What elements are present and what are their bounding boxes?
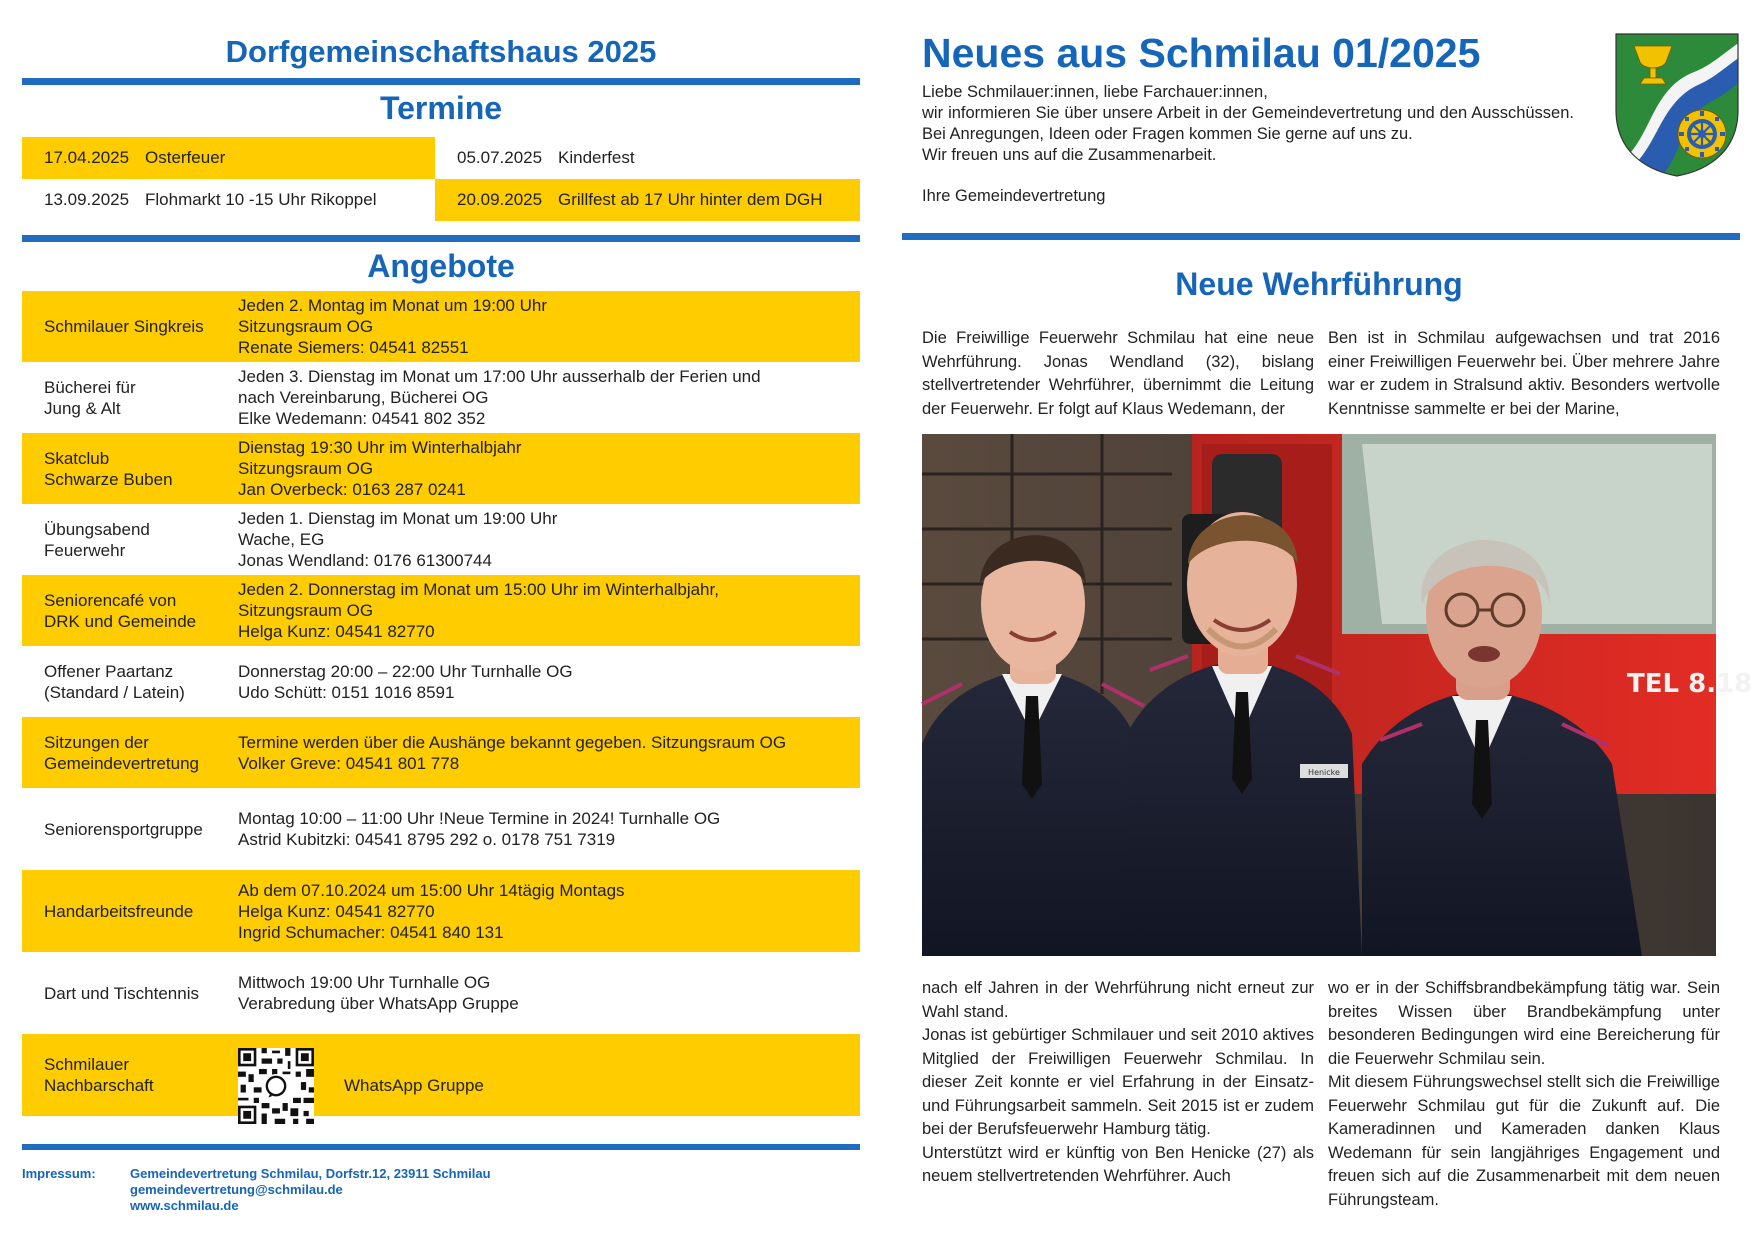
angebot-name: Seniorensportgruppe — [44, 819, 203, 839]
impressum-address: Gemeindevertretung Schmilau, Dorfstr.12, 23911 Schmilau — [130, 1166, 491, 1181]
angebot-name: Skatclub Schwarze Buben — [44, 448, 173, 489]
angebot-row — [22, 952, 860, 1034]
angebot-row — [22, 575, 860, 646]
article-col2-bottom — [1328, 977, 1720, 1212]
intro-text — [922, 82, 1574, 166]
angebot-detail: Mittwoch 19:00 Uhr Turnhalle OG Verabredung über WhatsApp Gruppe — [238, 973, 519, 1013]
angebot-name: Schmilauer Singkreis — [44, 317, 204, 336]
article-text: Mit diesem Führungswechsel stellt sich die Freiwillige Feuerwehr Schmilau gut für die Zukunft auf. Die Kameradinnen und Kameraden danken Klaus Wedemann für sein langjähriges Engagement und freuen sich auf die Zusammenarbeit mit dem neuen Führungsteam. — [1328, 1073, 1720, 1209]
intro-closing: Wir freuen uns auf die Zusammenarbeit. — [922, 146, 1217, 164]
angebot-row — [22, 717, 860, 788]
angebot-name: Seniorencafé von DRK und Gemeinde — [44, 590, 197, 631]
article-title: Neue Wehrführung — [1175, 266, 1463, 302]
angebot-row — [22, 646, 860, 717]
angebot-row — [22, 788, 860, 870]
angebot-detail: Jeden 2. Donnerstag im Monat um 15:00 Uhr im Winterhalbjahr, Sitzungsraum OG Helga Kunz: 04541 82770 — [238, 580, 719, 641]
angebot-row — [22, 870, 860, 952]
angebot-detail: Jeden 3. Dienstag im Monat um 17:00 Uhr ausserhalb der Ferien und nach Vereinbarung, Bücherei OG Elke Wedemann: 04541 802 352 — [238, 367, 761, 428]
angebot-row — [22, 1034, 860, 1116]
angebot-name: Bücherei für Jung & Alt — [44, 377, 136, 418]
termin-event: Flohmarkt 10 -15 Uhr Rikoppel — [145, 190, 377, 209]
termin-event: Osterfeuer — [145, 148, 226, 167]
angebote-table — [22, 291, 860, 1116]
angebot-row — [22, 504, 860, 575]
termin-item — [22, 179, 435, 221]
intro-paragraph: wir informieren Sie über unsere Arbeit in der Gemeindevertretung und den Ausschüssen. Bei Anregungen, Ideen oder Fragen kommen Sie gerne auf uns zu. — [922, 104, 1574, 143]
angebot-detail — [238, 1026, 860, 1125]
angebot-name: Offener Paartanz (Standard / Latein) — [44, 661, 185, 702]
angebot-detail: Jeden 2. Montag im Monat um 19:00 Uhr Sitzungsraum OG Renate Siemers: 04541 82551 — [238, 296, 547, 357]
firefighters-photo — [922, 434, 1753, 956]
termin-date: 13.09.2025 — [44, 190, 130, 209]
article-col1-top — [922, 327, 1314, 421]
divider — [902, 233, 1740, 240]
angebot-name: Schmilauer Nachbarschaft — [44, 1055, 154, 1095]
impressum-email[interactable]: gemeindevertretung@schmilau.de — [130, 1182, 343, 1197]
termin-date: 20.09.2025 — [457, 190, 543, 209]
termin-event: Grillfest ab 17 Uhr hinter dem DGH — [558, 190, 823, 209]
divider — [22, 235, 860, 242]
angebot-row — [22, 433, 860, 504]
angebote-title: Angebote — [367, 248, 515, 284]
angebot-name: Dart und Tischtennis — [44, 983, 199, 1003]
impressum-website[interactable]: www.schmilau.de — [130, 1198, 239, 1213]
page-title-left: Dorfgemeinschaftshaus 2025 — [225, 34, 657, 69]
article-col1-bottom — [922, 977, 1314, 1189]
angebot-detail: Ab dem 07.10.2024 um 15:00 Uhr 14tägig Montags Helga Kunz: 04541 82770 Ingrid Schumacher: 04541 840 131 — [238, 880, 625, 942]
angebot-detail: Dienstag 19:30 Uhr im Winterhalbjahr Sitzungsraum OG Jan Overbeck: 0163 287 0241 — [238, 438, 522, 499]
article-text: Die Freiwillige Feuerwehr Schmilau hat eine neue Wehrführung. Jonas Wendland (32), bislang stellvertretender Wehrführer, übernimmt die Leitung der Feuerwehr. Er folgt auf Klaus Wedemann, der — [922, 329, 1314, 418]
divider — [22, 78, 860, 85]
termin-item — [435, 179, 860, 221]
angebot-detail: Donnerstag 20:00 – 22:00 Uhr Turnhalle OG Udo Schütt: 0151 1016 8591 — [238, 661, 573, 702]
article-col2-top — [1328, 327, 1720, 421]
termin-item — [22, 137, 435, 179]
angebot-detail: Montag 10:00 – 11:00 Uhr !Neue Termine in 2024! Turnhalle OG Astrid Kubitzki: 04541 8795 292 o. 0178 751 7319 — [238, 809, 721, 849]
name-tag-text: Henicke — [1308, 768, 1340, 777]
signature: Ihre Gemeindevertretung — [922, 187, 1106, 205]
qr-code-icon[interactable] — [238, 1047, 314, 1125]
angebot-detail: Termine werden über die Aushänge bekannt gegeben. Sitzungsraum OG Volker Greve: 04541 801 778 — [238, 732, 787, 773]
angebot-row — [22, 362, 860, 433]
truck-label: TEL 8.18 — [1627, 669, 1753, 699]
article-text: nach elf Jahren in der Wehrführung nicht erneut zur Wahl stand. — [922, 979, 1314, 1021]
termin-event: Kinderfest — [558, 148, 635, 167]
article-text: Ben ist in Schmilau aufgewachsen und trat 2016 einer Freiwilligen Feuerwehr bei. Über mehrere Jahre war er zudem in Stralsund aktiv. Besonders wertvolle Kenntnisse sammelte er bei der Marine, — [1328, 329, 1720, 418]
angebot-name: Übungsabend Feuerwehr — [44, 519, 150, 560]
angebot-name: Sitzungen der Gemeindevertretung — [44, 732, 199, 773]
whatsapp-group-label: WhatsApp Gruppe — [344, 1076, 484, 1095]
termine-table — [22, 137, 860, 221]
termine-title: Termine — [379, 90, 503, 126]
termin-item — [435, 137, 860, 179]
angebot-detail: Jeden 1. Dienstag im Monat um 19:00 Uhr Wache, EG Jonas Wendland: 0176 61300744 — [238, 509, 558, 570]
greeting: Liebe Schmilauer:innen, liebe Farchauer:innen, — [922, 83, 1268, 101]
termin-date: 17.04.2025 — [44, 148, 130, 167]
divider — [22, 1144, 860, 1150]
article-text: wo er in der Schiffsbrandbekämpfung tätig war. Sein breites Wissen über Brandbekämpfung unter besonderen Bedingungen wird eine Bereicherung für die Feuerwehr Schmilau sein. — [1328, 979, 1720, 1068]
angebot-row — [22, 291, 860, 362]
termin-date: 05.07.2025 — [457, 148, 543, 167]
article-text: Jonas ist gebürtiger Schmilauer und seit 2010 aktives Mitglied der Freiwilligen Feuerwehr Schmilau. In dieser Zeit konnte er viel Erfahrung in der Einsatz- und Führungsarbeit sammeln. Seit 2015 ist er zudem bei der Berufsfeuerwehr Hamburg tätig. — [922, 1026, 1314, 1138]
angebot-name: Handarbeitsfreunde — [44, 901, 194, 921]
page-title-right: Neues aus Schmilau 01/2025 — [922, 30, 1481, 76]
article-text: Unterstützt wird er künftig von Ben Henicke (27) als neuem stellvertretenden Wehrführer. Auch — [922, 1143, 1314, 1185]
impressum-label: Impressum: — [22, 1166, 96, 1181]
coat-of-arms-icon — [1614, 32, 1740, 178]
